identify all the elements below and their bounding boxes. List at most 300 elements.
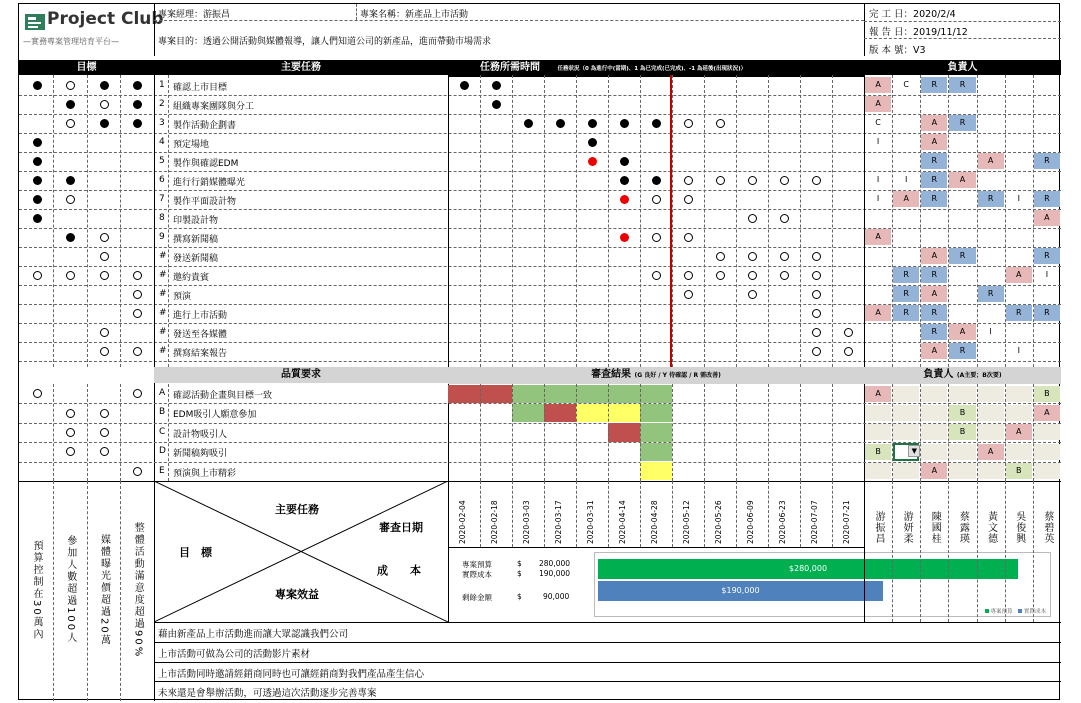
schedule-mark	[652, 233, 661, 242]
quality-owner-cell	[978, 463, 1004, 479]
quality-name: 新聞稿夠吸引	[173, 449, 228, 460]
owner-cell-A: A	[921, 343, 947, 359]
col-line	[87, 481, 88, 701]
schedule-mark	[812, 252, 821, 261]
goal-mark-open	[133, 347, 142, 356]
col-line	[832, 75, 833, 367]
schedule-mark	[748, 252, 757, 261]
goal-mark-open	[66, 119, 75, 128]
owner-cell-R: R	[921, 172, 947, 188]
actual-value: 190,000	[539, 569, 571, 578]
review-date: 2020-02-18	[490, 500, 499, 544]
col-line	[977, 384, 978, 481]
col-line	[168, 384, 169, 481]
col-line	[977, 481, 978, 622]
col-line	[920, 481, 921, 622]
col-line	[672, 75, 673, 367]
row-line	[19, 323, 1061, 324]
col-line	[120, 481, 121, 701]
col-line	[53, 384, 54, 481]
row-line	[19, 114, 1061, 115]
owners2-header	[864, 367, 1061, 384]
row-line	[19, 152, 1061, 153]
owner-cell-C: C	[903, 80, 909, 89]
quality-owner-cell: A	[1034, 405, 1060, 421]
report-date: 報 告 日：2019/11/12	[869, 27, 968, 38]
schedule-mark	[716, 119, 725, 128]
goal-mark-filled	[33, 195, 42, 204]
task-name: 撰寫新聞稿	[173, 235, 219, 245]
goal-mark-filled	[33, 81, 42, 90]
review-date: 2020-03-03	[522, 500, 531, 544]
quality-owner-cell: A	[921, 463, 947, 479]
review-header	[448, 367, 864, 384]
owner-name: 黃文德	[985, 510, 997, 544]
chevron-down-icon[interactable]: ▼	[908, 445, 920, 457]
row-line	[19, 95, 1061, 96]
row-line	[19, 342, 1061, 343]
schedule-mark	[492, 81, 501, 90]
col-line	[948, 481, 949, 622]
owner-cell-R: R	[921, 77, 947, 93]
schedule-mark	[716, 176, 725, 185]
task-name: 製作活動企劃書	[173, 121, 237, 131]
project-one-page-sheet	[18, 3, 1060, 700]
col-line	[87, 75, 88, 367]
schedule-mark	[780, 271, 789, 280]
col-line	[704, 75, 705, 367]
owner-cell-R: R	[949, 248, 975, 264]
col-line	[154, 60, 155, 481]
col-line	[768, 75, 769, 367]
col-line	[892, 481, 893, 622]
benefit-text: 上市活動同時邀請經銷商同時也可讓經銷商對我們產品產生信心	[158, 668, 425, 680]
col-line	[608, 75, 609, 367]
status-date-line	[670, 75, 672, 367]
owner-cell-I: I	[876, 137, 880, 146]
schedule-mark	[524, 119, 533, 128]
quality-owner-cell	[921, 444, 947, 460]
col-line	[736, 75, 737, 367]
owner-name: 陳國桂	[929, 510, 941, 544]
legend-actual: 實際成本	[1023, 609, 1046, 615]
schedule-mark	[716, 271, 725, 280]
schedule-mark	[556, 119, 565, 128]
review-cell-green	[512, 385, 544, 403]
owner-cell-I: I	[876, 194, 880, 203]
owner-cell-A: A	[1006, 267, 1032, 283]
benefit-text: 藉由新產品上市活動進而讓大眾認識我們公司	[158, 629, 349, 640]
task-name: 預演	[173, 292, 192, 302]
row-line	[154, 681, 1061, 682]
quality-owner-cell	[921, 405, 947, 421]
goals-header: 目標	[19, 60, 154, 75]
owner-cell-A: A	[949, 324, 975, 340]
goal-mark-open	[66, 271, 75, 280]
col-line	[1033, 481, 1034, 622]
budget-bar	[598, 559, 1018, 579]
owners2-title: 負責人	[923, 369, 954, 380]
project-purpose: 專案目的：透過公開活動與媒體報導，讓人們知道公司的新產品，進而帶動市場需求	[158, 37, 492, 47]
review-cell-yellow	[640, 462, 672, 480]
col-line	[1033, 384, 1034, 481]
owner-cell-R: R	[921, 191, 947, 207]
review-cell-green	[640, 385, 672, 403]
col-line	[576, 481, 577, 547]
actual-currency: $	[517, 569, 522, 578]
col-line	[168, 75, 169, 367]
col-line	[53, 481, 54, 701]
col-line	[480, 481, 481, 547]
project-manager: 專案經理：游振昌	[158, 10, 231, 20]
schedule-mark	[652, 176, 661, 185]
owner-name: 吳俊興	[1013, 510, 1025, 544]
task-num: 2	[159, 99, 165, 109]
owner-cell-R: R	[978, 191, 1004, 207]
task-name: 撰寫結案報告	[173, 349, 228, 359]
schedule-mark	[588, 119, 597, 128]
task-num: 7	[159, 194, 165, 204]
review-cell-green	[640, 423, 672, 441]
xbox-review-date: 審查日期	[379, 521, 423, 534]
col-line	[120, 75, 121, 367]
remain-label: 剩餘金額	[462, 593, 492, 602]
goal-mark-open	[133, 290, 142, 299]
owner-cell-R: R	[1034, 191, 1060, 207]
task-name: 邀約貴賓	[173, 273, 210, 283]
col-line	[512, 75, 513, 367]
quality-goal-mark	[66, 428, 75, 437]
owner-cell-R: R	[921, 305, 947, 321]
schedule-mark	[684, 271, 693, 280]
col-line	[832, 384, 833, 481]
task-name: 組織專案團隊與分工	[173, 102, 255, 112]
quality-goal-mark	[66, 447, 75, 456]
task-name: 印製設計物	[173, 216, 219, 226]
owner-cell-A: A	[1034, 210, 1060, 226]
owner-cell-A: A	[921, 286, 947, 302]
quality-goal-mark	[66, 409, 75, 418]
quality-name: EDM吸引人願意參加	[173, 410, 257, 421]
quality-owner-cell	[978, 386, 1004, 402]
owner-cell-I: I	[905, 175, 908, 184]
col-line	[448, 60, 449, 481]
quality-owner-cell: B	[1034, 386, 1060, 402]
benefit-text: 未來還是會舉辦活動，可透過這次活動逐步完善專案	[158, 688, 377, 700]
owner-cell-R: R	[921, 324, 947, 340]
owner-cell-A: A	[921, 134, 947, 150]
col-line	[576, 384, 577, 481]
owner-cell-A: A	[865, 229, 891, 245]
quality-owner-cell	[1034, 424, 1060, 440]
task-name: 發送新聞稿	[173, 254, 219, 264]
schedule-mark	[812, 309, 821, 318]
owner-cell-R: R	[893, 267, 919, 283]
review-date: 2020-05-26	[714, 500, 723, 544]
owner-cell-R: R	[949, 115, 975, 131]
review-date: 2020-04-28	[650, 500, 659, 544]
task-name: 確認上市目標	[173, 83, 228, 93]
goal-mark-filled	[133, 119, 142, 128]
owner-cell-I: I	[1017, 346, 1020, 355]
row-line	[19, 228, 1061, 229]
col-line	[948, 384, 949, 481]
benefit-text: 上市活動可做為公司的活動影片素材	[158, 648, 311, 660]
owner-cell-R: R	[949, 343, 975, 359]
task-name: 預定場地	[173, 140, 210, 150]
remain-currency: $	[517, 592, 522, 601]
owner-cell-C: C	[875, 118, 881, 127]
quality-owner-cell	[921, 386, 947, 402]
row-line	[19, 209, 1061, 210]
task-name: 進行上市活動	[173, 311, 228, 321]
owner-cell-A: A	[921, 248, 947, 264]
schedule-mark	[620, 176, 629, 185]
goal-mark-filled	[133, 100, 142, 109]
goal-mark-open	[100, 252, 109, 261]
col-line	[53, 75, 54, 367]
owner-cell-R: R	[949, 77, 975, 93]
quality-num: B	[159, 407, 166, 418]
task-name: 發送至各媒體	[173, 330, 228, 340]
schedule-mark	[588, 138, 597, 147]
owner-cell-R: R	[921, 267, 947, 283]
col-line	[800, 384, 801, 481]
col-line	[704, 481, 705, 547]
col-line	[512, 481, 513, 547]
schedule-mark	[844, 328, 853, 337]
quality-num: A	[159, 388, 166, 398]
goal-text: 參加人數超過100人	[64, 535, 76, 645]
schedule-mark	[812, 176, 821, 185]
quality-owner-cell	[1034, 463, 1060, 479]
goal-mark-filled	[66, 233, 75, 242]
col-line	[608, 384, 609, 481]
col-line	[1005, 384, 1006, 481]
schedule-mark	[812, 347, 821, 356]
schedule-mark	[620, 119, 629, 128]
col-line	[948, 75, 949, 367]
task-name: 製作與確認EDM	[173, 159, 239, 169]
owner-cell-R: R	[1034, 305, 1060, 321]
quality-owner-cell: B	[949, 405, 975, 421]
quality-num: C	[159, 426, 166, 437]
schedule-mark	[620, 157, 629, 166]
owner-cell-R: R	[893, 286, 919, 302]
logo-title: Project Club	[47, 9, 164, 29]
quality-goal-mark	[133, 467, 142, 476]
schedule-mark	[748, 214, 757, 223]
quality-goal-mark	[33, 389, 42, 398]
goal-mark-filled	[66, 176, 75, 185]
schedule-mark	[748, 176, 757, 185]
owner-cell-R: R	[1034, 248, 1060, 264]
xbox-benefit: 專案效益	[275, 588, 319, 601]
col-line	[544, 481, 545, 547]
task-num: #	[159, 251, 167, 261]
task-num: #	[159, 308, 167, 318]
owner-cell-A: A	[978, 153, 1004, 169]
task-num: #	[159, 289, 167, 299]
owner-name: 蔡露瑛	[957, 510, 969, 544]
project-name: 專案名稱：新產品上市活動	[360, 10, 469, 20]
goal-mark-filled	[33, 157, 42, 166]
col-line	[608, 481, 609, 547]
review-cell-green	[640, 443, 672, 461]
review-cell-green	[544, 385, 576, 403]
owner-cell-I: I	[876, 175, 880, 184]
schedule-mark	[684, 233, 693, 242]
col-line	[640, 384, 641, 481]
quality-owner-cell	[949, 463, 975, 479]
goal-mark-open	[100, 347, 109, 356]
owner-cell-R: R	[1006, 305, 1032, 321]
logo-subtitle: —實務專案管理培育平台—	[23, 37, 119, 46]
schedule-legend: 任務狀況（0 為進行中(當期)、1 為已完成(已完成)、-1 為延後(出現狀況)）	[557, 66, 747, 72]
quality-owner-cell	[1006, 444, 1032, 460]
owner-cell-R: R	[1034, 153, 1060, 169]
schedule-mark	[652, 271, 661, 280]
quality-owner-cell	[893, 386, 919, 402]
quality-owner-cell	[865, 424, 891, 440]
goal-mark-filled	[133, 81, 142, 90]
task-num: 4	[159, 137, 165, 147]
owner-name: 游妍柔	[901, 510, 913, 544]
review-cell-green	[512, 404, 544, 422]
schedule-mark	[780, 252, 789, 261]
quality-owner-cell: B	[1006, 463, 1032, 479]
schedule-mark	[652, 119, 661, 128]
actual-bar	[598, 581, 883, 601]
row-line	[19, 133, 1061, 134]
col-line	[920, 75, 921, 367]
task-num: 3	[159, 118, 165, 128]
quality-owner-cell: A	[978, 444, 1004, 460]
logo	[19, 4, 164, 56]
goal-mark-open	[33, 271, 42, 280]
version: 版 本 號：V3	[869, 45, 926, 56]
task-name: 製作平面設計物	[173, 197, 237, 207]
task-num: #	[159, 327, 167, 337]
schedule-header	[448, 60, 864, 77]
quality-owner-cell: A	[1006, 424, 1032, 440]
review-legend: (G 良好 / Y 待確認 / R 需改善)	[634, 372, 721, 379]
review-date: 2020-04-14	[618, 500, 627, 544]
schedule-mark	[684, 176, 693, 185]
col-line	[800, 481, 801, 547]
owner-cell-R: R	[921, 153, 947, 169]
goal-mark-open	[100, 233, 109, 242]
quality-owner-cell	[1034, 444, 1060, 460]
review-date: 2020-02-04	[458, 500, 467, 544]
row-line	[154, 642, 1061, 643]
complete-date: 完 工 日：2020/2/4	[869, 9, 956, 20]
xbox-tasks: 主要任務	[275, 503, 319, 516]
owner-cell-R: R	[893, 305, 919, 321]
schedule-title: 任務所需時間	[480, 62, 540, 73]
review-cell-yellow	[608, 404, 640, 422]
col-line	[800, 75, 801, 367]
owner-cell-I: I	[1017, 194, 1020, 203]
logo-icon	[24, 12, 46, 32]
review-cell-rose	[544, 404, 576, 422]
schedule-mark	[684, 290, 693, 299]
schedule-mark	[812, 271, 821, 280]
quality-owner-cell	[949, 444, 975, 460]
goal-mark-filled	[100, 81, 109, 90]
row-line	[19, 361, 1061, 362]
goal-mark-filled	[33, 214, 42, 223]
budget-bar-label: $280,000	[788, 564, 828, 573]
actual-bar-label: $190,000	[721, 586, 760, 595]
quality-owner-cell	[921, 424, 947, 440]
owners2-legend: (A主要；B次要)	[956, 372, 1002, 379]
col-line	[480, 384, 481, 481]
col-line	[480, 75, 481, 367]
owner-cell-R: R	[978, 286, 1004, 302]
schedule-mark	[780, 176, 789, 185]
goal-mark-open	[100, 100, 109, 109]
budget-label: 專案預算	[462, 560, 492, 569]
row-line	[19, 247, 1061, 248]
xbox-goals: 目 標	[179, 546, 212, 559]
col-line	[736, 481, 737, 547]
task-num: 5	[159, 156, 165, 166]
quality-owner-cell	[978, 424, 1004, 440]
quality-owner-cell	[1006, 405, 1032, 421]
schedule-mark	[492, 100, 501, 109]
quality-name: 設計物吸引人	[173, 429, 228, 440]
schedule-mark	[620, 195, 629, 204]
col-line	[768, 384, 769, 481]
owner-cell-I: I	[989, 327, 992, 336]
quality-goal-mark	[100, 428, 109, 437]
owner-cell-A: A	[949, 172, 975, 188]
schedule-mark	[780, 214, 789, 223]
col-line	[832, 481, 833, 547]
quality-goal-mark	[133, 389, 142, 398]
goal-mark-filled	[33, 176, 42, 185]
col-line	[544, 384, 545, 481]
tasks-header: 主要任務	[154, 60, 448, 75]
task-num: 6	[159, 175, 165, 185]
quality-owner-cell	[865, 405, 891, 421]
quality-owner-cell	[865, 463, 891, 479]
col-line	[1005, 75, 1006, 367]
col-line	[120, 384, 121, 481]
col-line	[1033, 75, 1034, 367]
col-line	[576, 75, 577, 367]
owner-name: 蔡碧英	[1041, 510, 1053, 544]
review-title: 審查結果	[591, 369, 632, 380]
task-num: #	[159, 346, 167, 356]
quality-owner-cell	[1006, 386, 1032, 402]
owner-name: 游振昌	[873, 510, 884, 544]
owner-cell-A: A	[893, 191, 919, 207]
legend-budget: 專案預算	[990, 609, 1013, 615]
review-date: 2020-07-21	[842, 500, 851, 544]
schedule-mark	[652, 195, 661, 204]
task-num: #	[159, 270, 167, 280]
goal-mark-filled	[33, 138, 42, 147]
review-date: 2020-06-09	[746, 500, 755, 544]
col-line	[977, 75, 978, 367]
col-line	[672, 481, 673, 547]
schedule-mark	[812, 328, 821, 337]
actual-label: 實際成本	[462, 570, 492, 579]
schedule-mark	[844, 347, 853, 356]
quality-num: D	[159, 446, 166, 457]
